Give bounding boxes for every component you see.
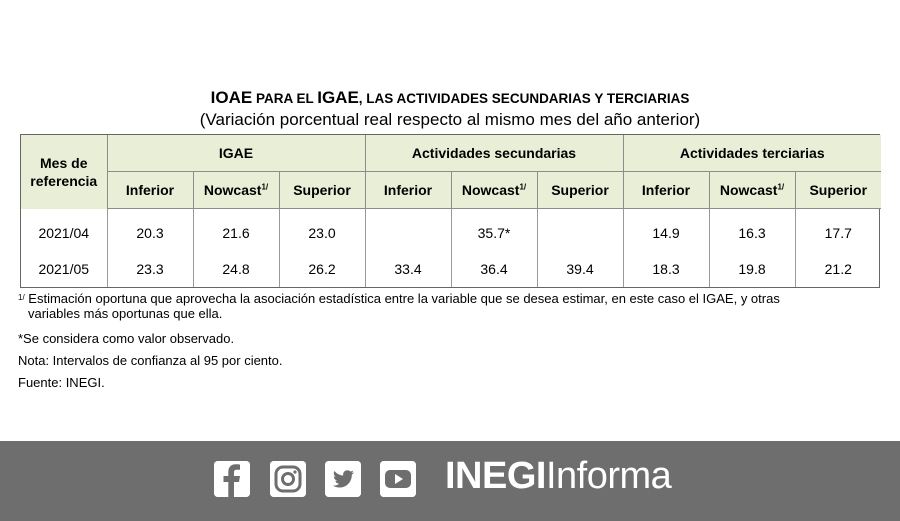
data-table <box>21 135 881 287</box>
cell-value <box>365 209 451 252</box>
footnote-mark: 1/ <box>18 293 25 302</box>
footnote-1 <box>18 291 888 321</box>
twitter-icon[interactable] <box>325 461 361 497</box>
table-row <box>21 209 881 252</box>
subheader-inferior: Inferior <box>623 172 709 209</box>
table-subtitle: (Variación porcentual real respecto al mismo mes del año anterior) <box>199 110 701 129</box>
cell-value: 21.6 <box>193 209 279 252</box>
cell-value: 23.0 <box>279 209 365 252</box>
cell-value: 16.3 <box>709 209 795 252</box>
cell-value: 18.3 <box>623 251 709 287</box>
title-part-para: PARA EL <box>252 91 318 106</box>
subheader-nowcast: Nowcast$^{1/}$ <box>709 172 795 209</box>
cell-mes: 2021/05 <box>21 251 107 287</box>
brand-light: Informa <box>545 455 672 497</box>
header-group-igae: IGAE <box>107 135 365 172</box>
cell-value: 20.3 <box>107 209 193 252</box>
table-title <box>0 88 900 108</box>
note-source: Fuente: INEGI. <box>18 375 105 390</box>
header-mes: Mes de referencia <box>21 135 107 209</box>
brand-bold: INEGI <box>445 455 546 497</box>
instagram-icon[interactable] <box>270 461 306 497</box>
cell-value: 23.3 <box>107 251 193 287</box>
subheader-superior: Superior <box>279 172 365 209</box>
cell-value: 24.8 <box>193 251 279 287</box>
title-part-igae: IGAE <box>317 88 359 107</box>
header-group-terciarias: Actividades terciarias <box>623 135 881 172</box>
cell-value: 35.7* <box>451 209 537 252</box>
cell-value: 14.9 <box>623 209 709 252</box>
subheader-inferior: Inferior <box>107 172 193 209</box>
subheader-superior: Superior <box>795 172 881 209</box>
cell-value: 33.4 <box>365 251 451 287</box>
header-group-secundarias: Actividades secundarias <box>365 135 623 172</box>
cell-value: 21.2 <box>824 261 852 277</box>
title-part-ioae: IOAE <box>210 88 253 107</box>
cell-value: 17.7 <box>824 225 852 241</box>
youtube-icon[interactable] <box>380 461 416 497</box>
cell-value: 26.2 <box>279 251 365 287</box>
title-part-rest: , LAS ACTIVIDADES SECUNDARIAS Y TERCIARIAS <box>358 91 690 106</box>
note-observed: *Se considera como valor observado. <box>18 331 235 346</box>
table-row <box>21 251 881 287</box>
subheader-nowcast: Nowcast$^{1/}$ <box>193 172 279 209</box>
facebook-icon[interactable] <box>214 461 250 497</box>
brand-logo <box>445 455 671 498</box>
cell-value <box>537 209 623 252</box>
note-confidence: Nota: Intervalos de confianza al 95 por ciento. <box>18 353 283 368</box>
footnote-1-line1: Estimación oportuna que aprovecha la asociación estadística entre la variable que se desea estimar, en este caso el IGAE, y otras <box>28 291 780 306</box>
cell-value: 36.4 <box>451 251 537 287</box>
cell-mes: 2021/04 <box>21 209 107 252</box>
footer-bar <box>0 441 900 521</box>
cell-value: 19.8 <box>709 251 795 287</box>
subheader-nowcast: Nowcast$^{1/}$ <box>451 172 537 209</box>
subheader-inferior: Inferior <box>365 172 451 209</box>
footnote-1-line2: variables más oportunas que ella. <box>28 306 223 321</box>
cell-value: 39.4 <box>537 251 623 287</box>
subheader-superior: Superior <box>537 172 623 209</box>
